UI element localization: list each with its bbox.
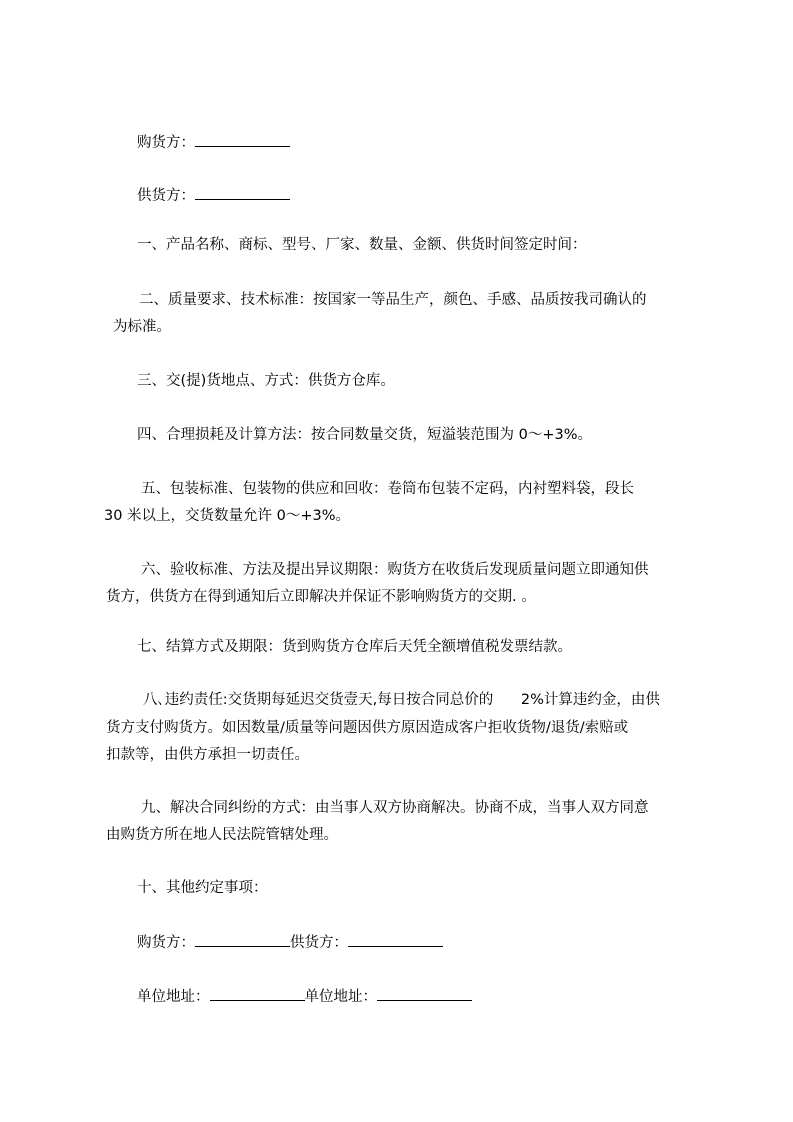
clause-1: 一、产品名称、商标、型号、厂家、数量、金额、供货时间签定时间： bbox=[137, 237, 587, 253]
clause-2-line-2: 为标准。 bbox=[113, 319, 171, 335]
clause-4: 四、合理损耗及计算方法：按合同数量交货，短溢装范围为 0～+3%。 bbox=[137, 427, 592, 443]
supplier-label: 供货方： bbox=[137, 188, 195, 204]
address-label-1: 单位地址： bbox=[137, 989, 210, 1005]
address-blank-1 bbox=[210, 987, 305, 1001]
clause-6-line-1: 六、验收标准、方法及提出异议期限：购货方在收货后发现质量问题立即通知供 bbox=[141, 562, 649, 578]
address-label-2: 单位地址： bbox=[304, 989, 377, 1005]
clause-10: 十、其他约定事项： bbox=[137, 880, 268, 896]
clause-3: 三、交(提)货地点、方式：供货方仓库。 bbox=[137, 373, 395, 389]
clause-2-line-1: 二、质量要求、技术标准：按国家一等品生产，颜色、手感、品质按我司确认的 bbox=[139, 292, 647, 308]
sign-buyer-blank bbox=[195, 933, 290, 947]
clause-7: 七、结算方式及期限：货到购货方仓库后天凭全额增值税发票结款。 bbox=[137, 639, 572, 655]
clause-9-line-1: 九、解决合同纠纷的方式：由当事人双方协商解决。协商不成，当事人双方同意 bbox=[141, 800, 649, 816]
sign-buyer-label: 购货方： bbox=[137, 935, 195, 951]
buyer-blank bbox=[195, 133, 290, 147]
clause-8-line-2: 货方支付购货方。如因数量/质量等问题因供方原因造成客户拒收货物/退货/索赔或 bbox=[106, 720, 629, 736]
supplier-blank bbox=[195, 186, 290, 200]
buyer-field bbox=[137, 133, 290, 152]
sign-supplier-blank bbox=[348, 933, 443, 947]
sign-supplier-label: 供货方： bbox=[290, 935, 348, 951]
signature-addresses bbox=[137, 987, 472, 1006]
address-blank-2 bbox=[377, 987, 472, 1001]
clause-9-line-2: 由购货方所在地人民法院管辖处理。 bbox=[106, 827, 338, 843]
clause-8-line-3: 扣款等，由供方承担一切责任。 bbox=[106, 747, 309, 763]
clause-5-line-1: 五、包装标准、包装物的供应和回收：卷筒布包装不定码，内衬塑料袋，段长 bbox=[141, 481, 634, 497]
signature-parties bbox=[137, 933, 443, 952]
buyer-label: 购货方： bbox=[137, 135, 195, 151]
clause-6-line-2: 货方，供货方在得到通知后立即解决并保证不影响购货方的交期. 。 bbox=[106, 589, 536, 605]
supplier-field bbox=[137, 186, 290, 205]
clause-8-line-1: 八､违约责任:交货期每延迟交货壹天,每日按合同总价的 2%计算违约金，由供 bbox=[143, 692, 660, 708]
clause-5-line-2: 30 米以上，交货数量允许 0～+3%。 bbox=[104, 508, 351, 524]
